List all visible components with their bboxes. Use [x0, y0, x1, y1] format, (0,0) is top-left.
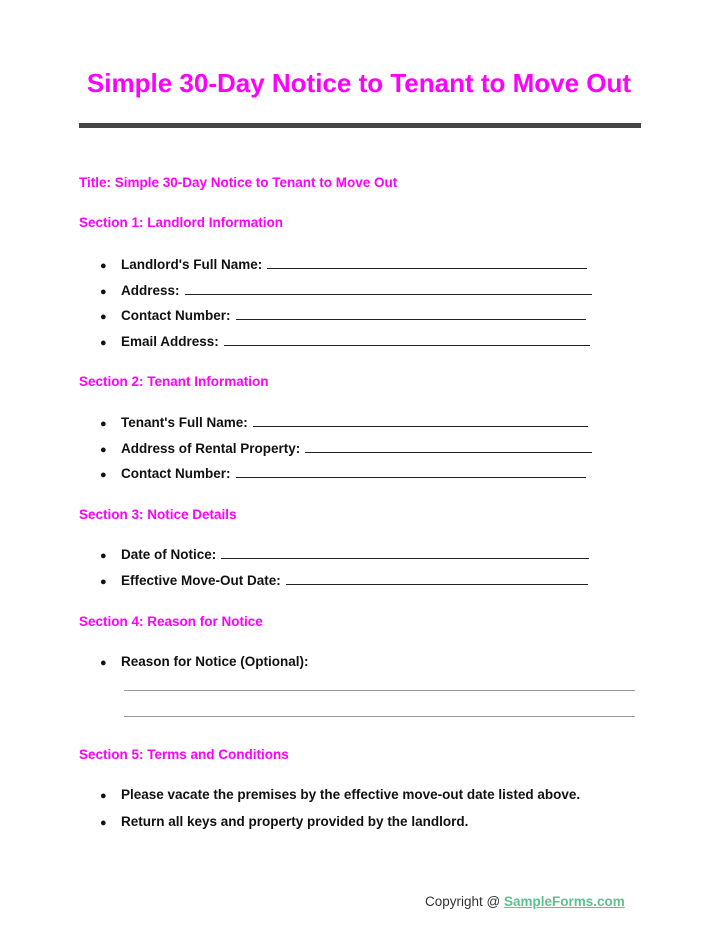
- reason-line[interactable]: [124, 690, 635, 691]
- list-item: ● Return all keys and property provided by the landlord.: [100, 814, 469, 829]
- term-text: Return all keys and property provided by the landlord.: [121, 814, 469, 829]
- brand-link[interactable]: SampleForms.com: [504, 894, 625, 909]
- list-item: ● Please vacate the premises by the effective move-out date listed above.: [100, 787, 581, 802]
- page-title: Simple 30-Day Notice to Tenant to Move Out: [86, 68, 632, 98]
- blank-field[interactable]: [305, 451, 592, 453]
- blank-field[interactable]: [221, 557, 589, 559]
- field-label: Contact Number:: [121, 308, 231, 323]
- blank-field[interactable]: [267, 267, 587, 269]
- title-divider: [79, 123, 641, 128]
- list-item: ● Contact Number:: [100, 308, 586, 323]
- list-item: ● Reason for Notice (Optional):: [100, 654, 309, 669]
- field-label: Tenant's Full Name:: [121, 415, 248, 430]
- list-item: ● Address:: [100, 283, 592, 298]
- section-heading: Section 2: Tenant Information: [79, 374, 269, 389]
- field-label: Reason for Notice (Optional):: [121, 654, 309, 669]
- section-heading: Section 4: Reason for Notice: [79, 614, 263, 629]
- section-heading: Section 3: Notice Details: [79, 507, 237, 522]
- list-item: ● Contact Number:: [100, 466, 586, 481]
- blank-field[interactable]: [224, 344, 590, 346]
- field-label: Email Address:: [121, 334, 219, 349]
- reason-line[interactable]: [124, 716, 635, 717]
- blank-field[interactable]: [236, 318, 586, 320]
- blank-field[interactable]: [286, 583, 588, 585]
- field-label: Contact Number:: [121, 466, 231, 481]
- section-heading: Section 5: Terms and Conditions: [79, 747, 289, 762]
- field-label: Date of Notice:: [121, 547, 217, 562]
- field-label: Effective Move-Out Date:: [121, 573, 281, 588]
- blank-field[interactable]: [253, 425, 588, 427]
- list-item: ● Date of Notice:: [100, 547, 589, 562]
- section-heading: Section 1: Landlord Information: [79, 215, 284, 230]
- blank-field[interactable]: [185, 293, 592, 295]
- document-title: Title: Simple 30-Day Notice to Tenant to Move Out: [79, 175, 398, 190]
- list-item: ● Tenant's Full Name:: [100, 415, 588, 430]
- field-label: Address of Rental Property:: [121, 441, 301, 456]
- field-label: Address:: [121, 283, 180, 298]
- list-item: ● Effective Move-Out Date:: [100, 573, 588, 588]
- list-item: ● Email Address:: [100, 334, 590, 349]
- list-item: ● Address of Rental Property:: [100, 441, 592, 456]
- field-label: Landlord's Full Name:: [121, 257, 263, 272]
- copyright: [425, 894, 625, 909]
- list-item: ● Landlord's Full Name:: [100, 257, 587, 272]
- copyright-text: Copyright @: [425, 894, 501, 909]
- term-text: Please vacate the premises by the effective move-out date listed above.: [121, 787, 581, 802]
- blank-field[interactable]: [236, 476, 586, 478]
